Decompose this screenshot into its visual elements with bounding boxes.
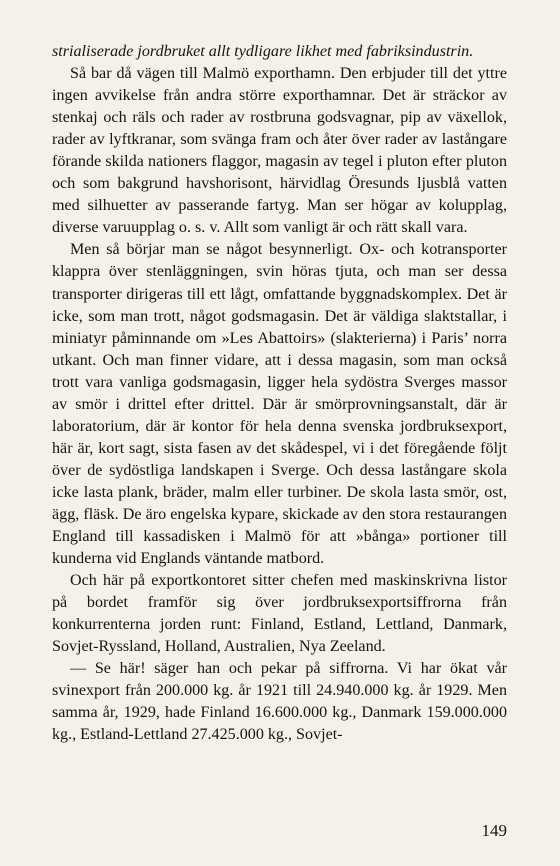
paragraph-continuation: strialiserade jordbruket allt tydligare likhet med fabriksindustrin. — [52, 43, 474, 60]
paragraph-slaughterhouses: Men så börjar man se något besynnerligt. Ox- och kotransporter klappra över stenläggningen, svin höras tjuta, och man ser dessa transporter dirigeras till ett lågt, omfattande byggnadskomplex. Det är icke, som man trott, något godsmagasin. Det är väldiga slaktstallar, i miniatyr påminnande om »Les Abattoirs» (slakterierna) i Paris’ norra utkant. Och man finner vidare, att i dessa magasin, som man också trott vara vanliga godsmagasin, ligger hela sydöstra Sverges massor av smör i drittel efter drittel. Där är smörprovningsanstalt, där är laboratorium, där är kontor för hela denna svenska jordbruksexport, här är, kort sagt, sista fasen av det skådespel, vi i det föregående följt över de sydöstliga landskapen i Sverge. Och dessa lastångare skola icke lasta plank, bräder, malm eller turbiner. De skola lasta smör, ost, ägg, fläsk. De äro engelska kypare, skickade av den stora restaurangen England till kassadisken i Malmö för att »bånga» portioner till kunderna vid Englands väntande matbord. — [52, 241, 507, 568]
body-text — [52, 41, 507, 747]
paragraph-export-office: Och här på exportkontoret sitter chefen med maskinskrivna listor på bordet framför sig över jordbruksexportsiffrorna från konkurrenterna jorden runt: Finland, Estland, Lettland, Danmark, Sovjet-Ryssland, Holland, Australien, Nya Zeeland. — [52, 572, 507, 656]
paragraph-malmo-harbor: Så bar då vägen till Malmö exporthamn. Den erbjuder till det yttre ingen avvikelse från andra större exporthamnar. Det är sträckor av stenkaj och räls och rader av rostbruna godsvagnar, pip av växellok, rader av lyftkranar, som svänga fram och åter över rader av lastångare förande skilda nationers flaggor, magasin av tegel i pluton efter pluton och som bakgrund havshorisont, härvidlag Öresunds ljusblå vatten med silhuetter av passerande fartyg. Man ser högar av kolupplag, diverse varuupplag o. s. v. Allt som vanligt är och rätt skall vara. — [52, 65, 507, 237]
page-number: 149 — [481, 821, 507, 840]
paragraph-export-figures: — Se här! säger han och pekar på siffrorna. Vi har ökat vår svinexport från 200.000 kg. år 1921 till 24.940.000 kg. år 1929. Men samma år, 1929, hade Finland 16.600.000 kg., Danmark 159.000.000 kg., Estland-Lettland 27.425.000 kg., Sovjet- — [52, 660, 507, 744]
